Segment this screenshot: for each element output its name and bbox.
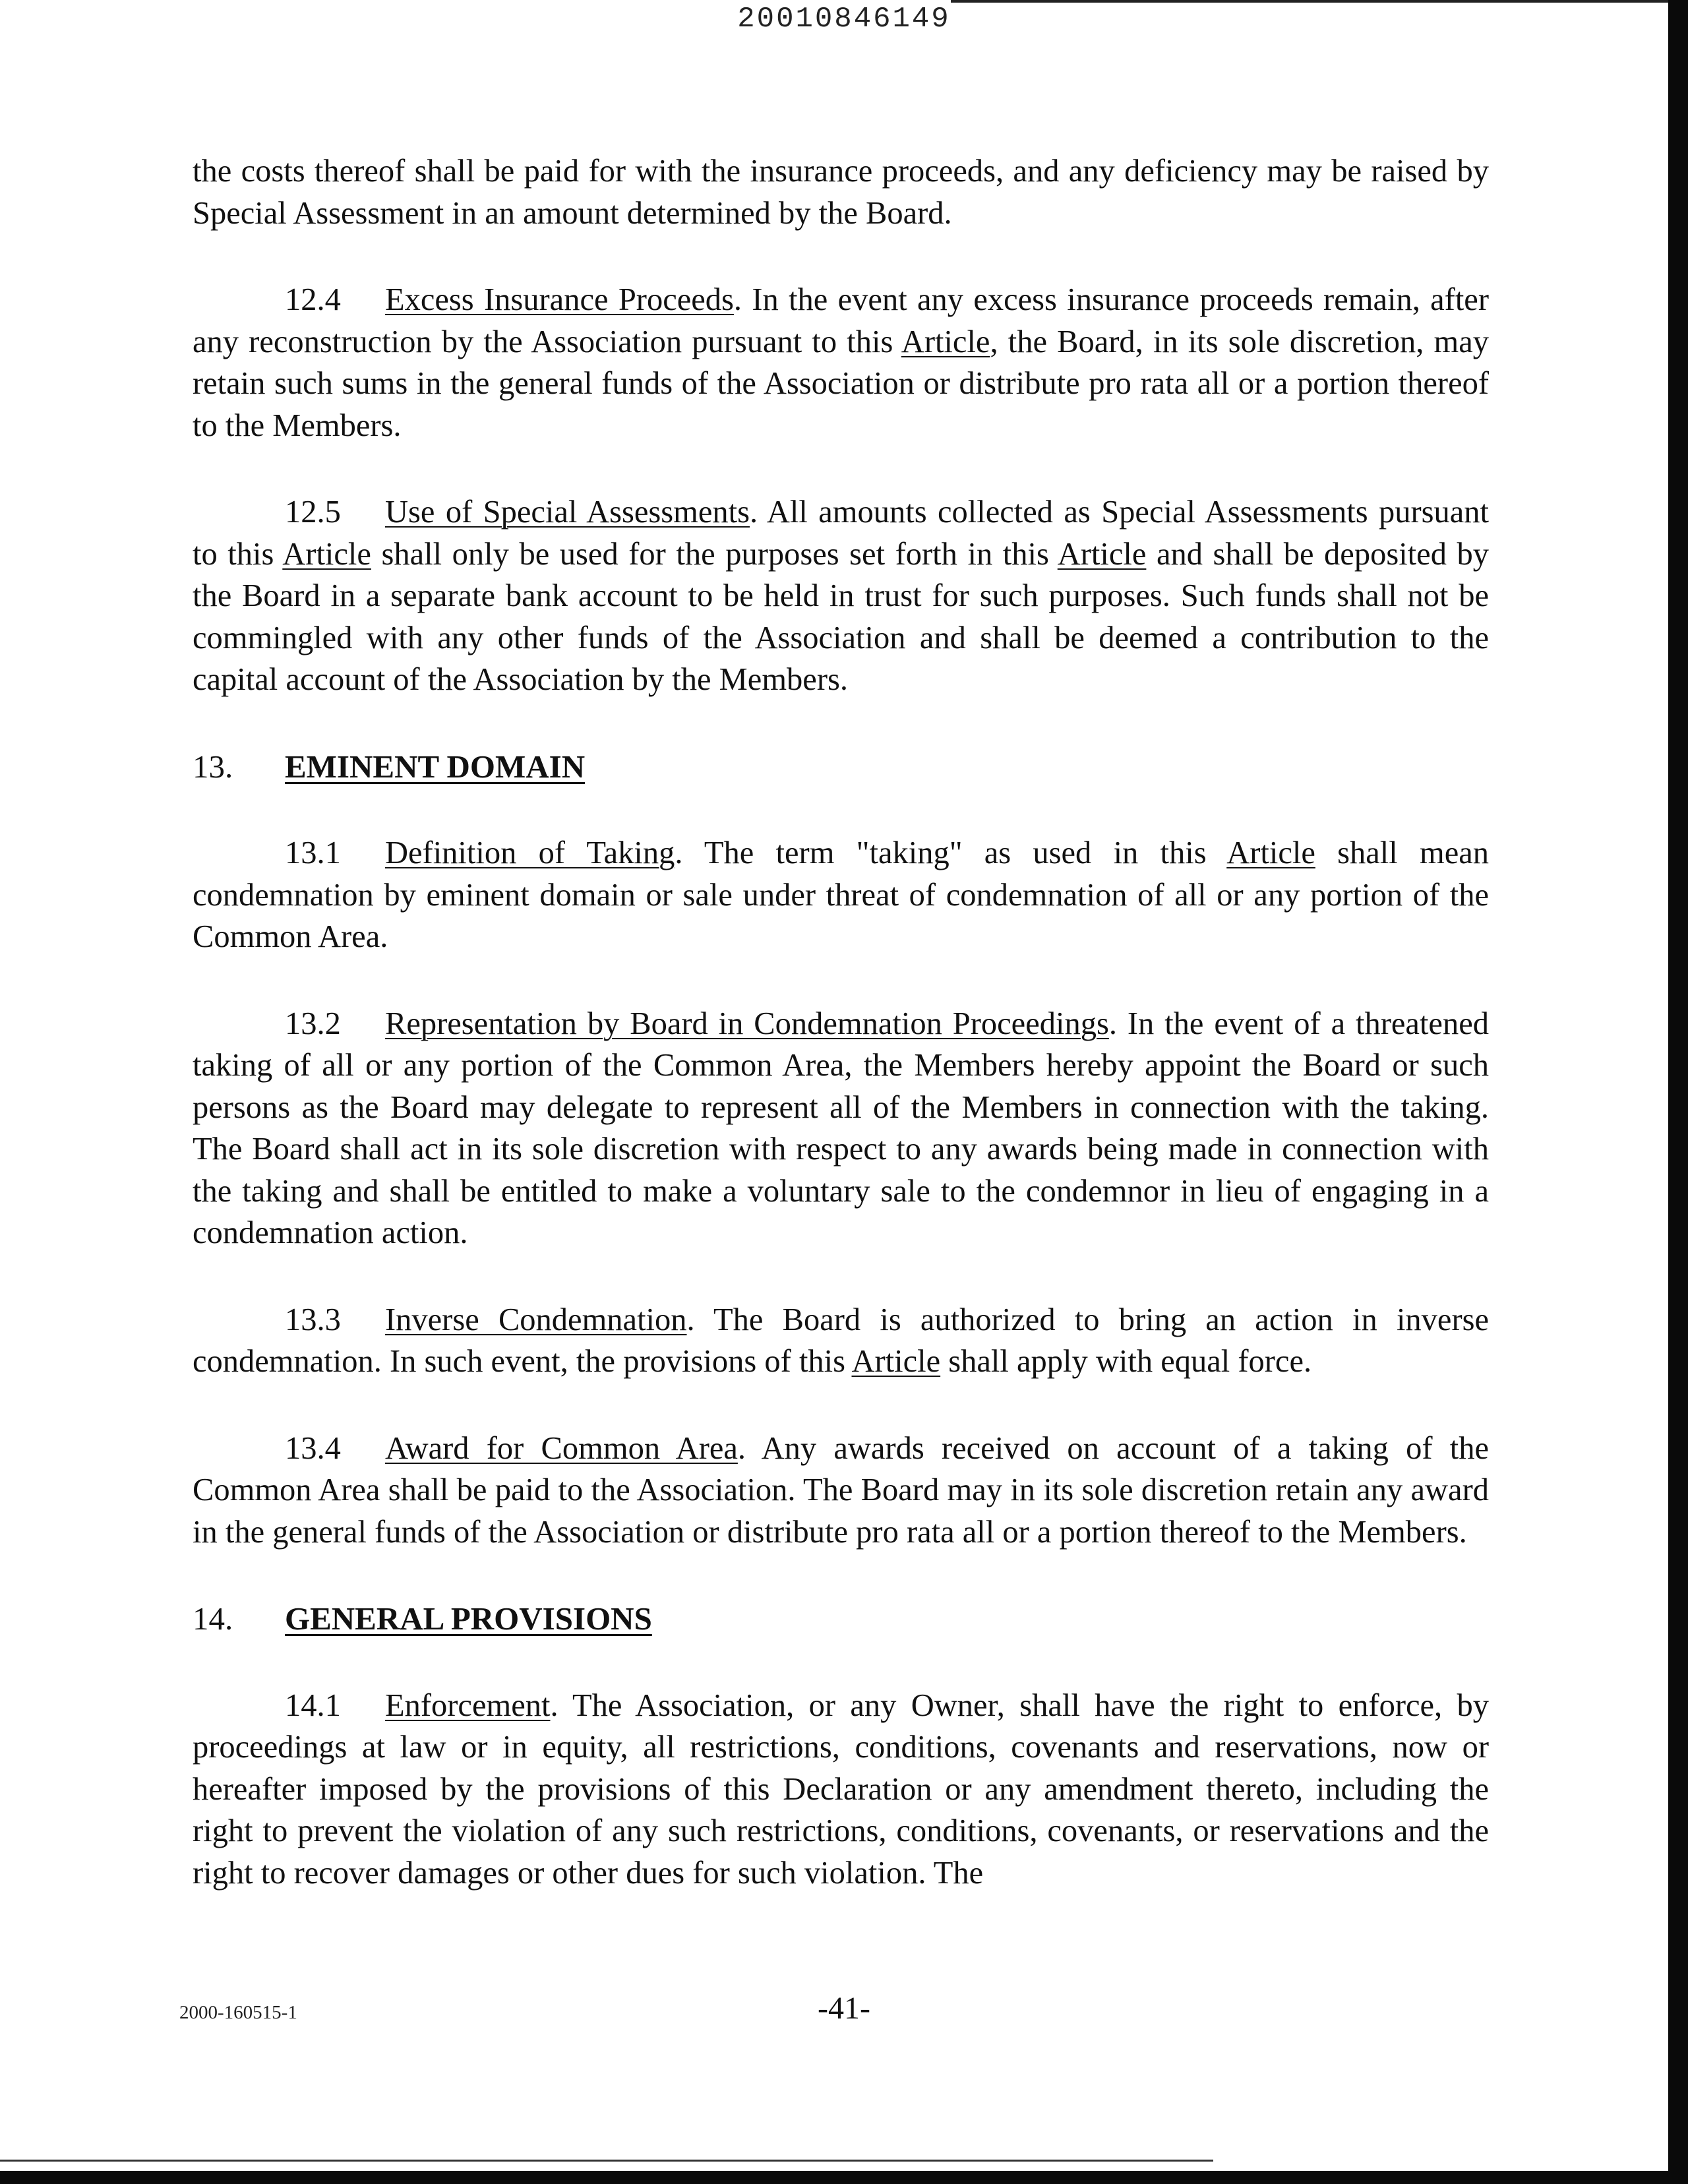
section-number: 13.4: [285, 1430, 341, 1466]
section-text: , the Board, in its sole discretion, may retain such sums in the general funds of the Association or distribute pro rata all or a portion thereof to the Members.: [193, 324, 1489, 443]
section-heading: Excess Insurance Proceeds: [385, 282, 734, 317]
article-reference: Article: [1057, 536, 1147, 572]
section-number: 13.3: [285, 1302, 341, 1337]
section-text: . The Association, or any Owner, shall have the right to enforce, by proceedings at law or in equity, all restrictions, conditions, covenants and reservations, now or hereafter imposed by the provisions of this Declaration or any amendment thereto, including the right to prevent the violation of any such restrictions, conditions, covenants, or reservations and the right to recover damages or other dues for such violation. The: [193, 1687, 1489, 1891]
footer-page-number: -41-: [818, 1991, 870, 2026]
article-reference: Article: [1226, 835, 1315, 870]
section-heading: Award for Common Area: [385, 1430, 738, 1466]
section-text: and shall be deposited by the Board in a separate bank account to be held in trust for such purposes. Such funds shall not be commingled with any other funds of the Association and shall be deemed a contribution to the capital account of the Association by the Members.: [193, 536, 1490, 697]
scan-bottom-edge: [0, 2171, 1688, 2184]
section-number: 13.2: [285, 1006, 341, 1041]
section-heading: Definition of Taking: [385, 835, 675, 870]
section-text: . The Board is authorized to bring an action in inverse condemnation. In such event, the provisions of this: [193, 1302, 1489, 1379]
section-text: . In the event of a threatened taking of all or any portion of the Common Area, the Members hereby appoint the Board or such persons as the Board may delegate to represent all of the Members in connection with the taking. The Board shall act in its sole discretion with respect to any awards being made in connection with the taking and shall be entitled to make a voluntary sale to the condemnor in lieu of engaging in a condemnation action.: [193, 1006, 1489, 1250]
section-heading: Representation by Board in Condemnation Proceedings: [385, 1006, 1109, 1041]
section-12-5: [193, 491, 1489, 701]
section-number: 12.4: [285, 282, 341, 317]
article-reference: Article: [851, 1344, 941, 1379]
section-heading: Inverse Condemnation: [385, 1302, 687, 1337]
scan-bottom-rule: [0, 2160, 1213, 2162]
footer-document-number: 2000-160515-1: [179, 2002, 297, 2023]
section-13-2: [193, 1003, 1489, 1254]
section-text: shall only be used for the purposes set forth in this: [371, 536, 1058, 572]
section-number: 13.1: [285, 835, 341, 870]
section-text: shall apply with equal force.: [940, 1344, 1312, 1379]
section-13-1: [193, 832, 1489, 958]
article-reference: Article: [901, 324, 990, 359]
section-heading: Enforcement: [385, 1687, 551, 1723]
article-reference: Article: [282, 536, 371, 572]
section-number: 12.5: [285, 495, 341, 530]
section-12-4: [193, 279, 1489, 446]
section-text: . The term "taking" as used in this: [675, 835, 1227, 870]
scan-id-number: 20010846149: [737, 3, 951, 36]
article-number: 13.: [193, 748, 233, 785]
section-text: . Any awards received on account of a taking of the Common Area shall be paid to the Association. The Board may in its sole discretion retain any award in the general funds of the Association or distribute pro rata all or a portion thereof to the Members.: [193, 1430, 1489, 1550]
section-text: . All amounts collected as Special Assessments pursuant to this: [193, 495, 1489, 572]
article-number: 14.: [193, 1600, 233, 1637]
section-text: shall mean condemnation by eminent domain or sale under threat of condemnation of all or any portion of the Common Area.: [193, 835, 1489, 954]
scan-right-edge: [1668, 0, 1688, 2184]
article-title: EMINENT DOMAIN: [285, 748, 586, 785]
article-14-heading: [193, 1598, 1489, 1640]
document-body: [193, 150, 1489, 1894]
paragraph-continuation: the costs thereof shall be paid for with the insurance proceeds, and any deficiency may be raised by Special Assessment in an amount determined by the Board.: [193, 154, 1489, 231]
section-number: 14.1: [285, 1687, 341, 1723]
section-13-4: [193, 1428, 1489, 1554]
section-text: . In the event any excess insurance proceeds remain, after any reconstruction by the Association pursuant to this: [193, 282, 1489, 359]
section-14-1: [193, 1685, 1489, 1895]
article-13-heading: [193, 746, 1489, 788]
article-title: GENERAL PROVISIONS: [285, 1600, 652, 1637]
section-13-3: [193, 1299, 1489, 1383]
section-heading: Use of Special Assessments: [385, 495, 750, 530]
